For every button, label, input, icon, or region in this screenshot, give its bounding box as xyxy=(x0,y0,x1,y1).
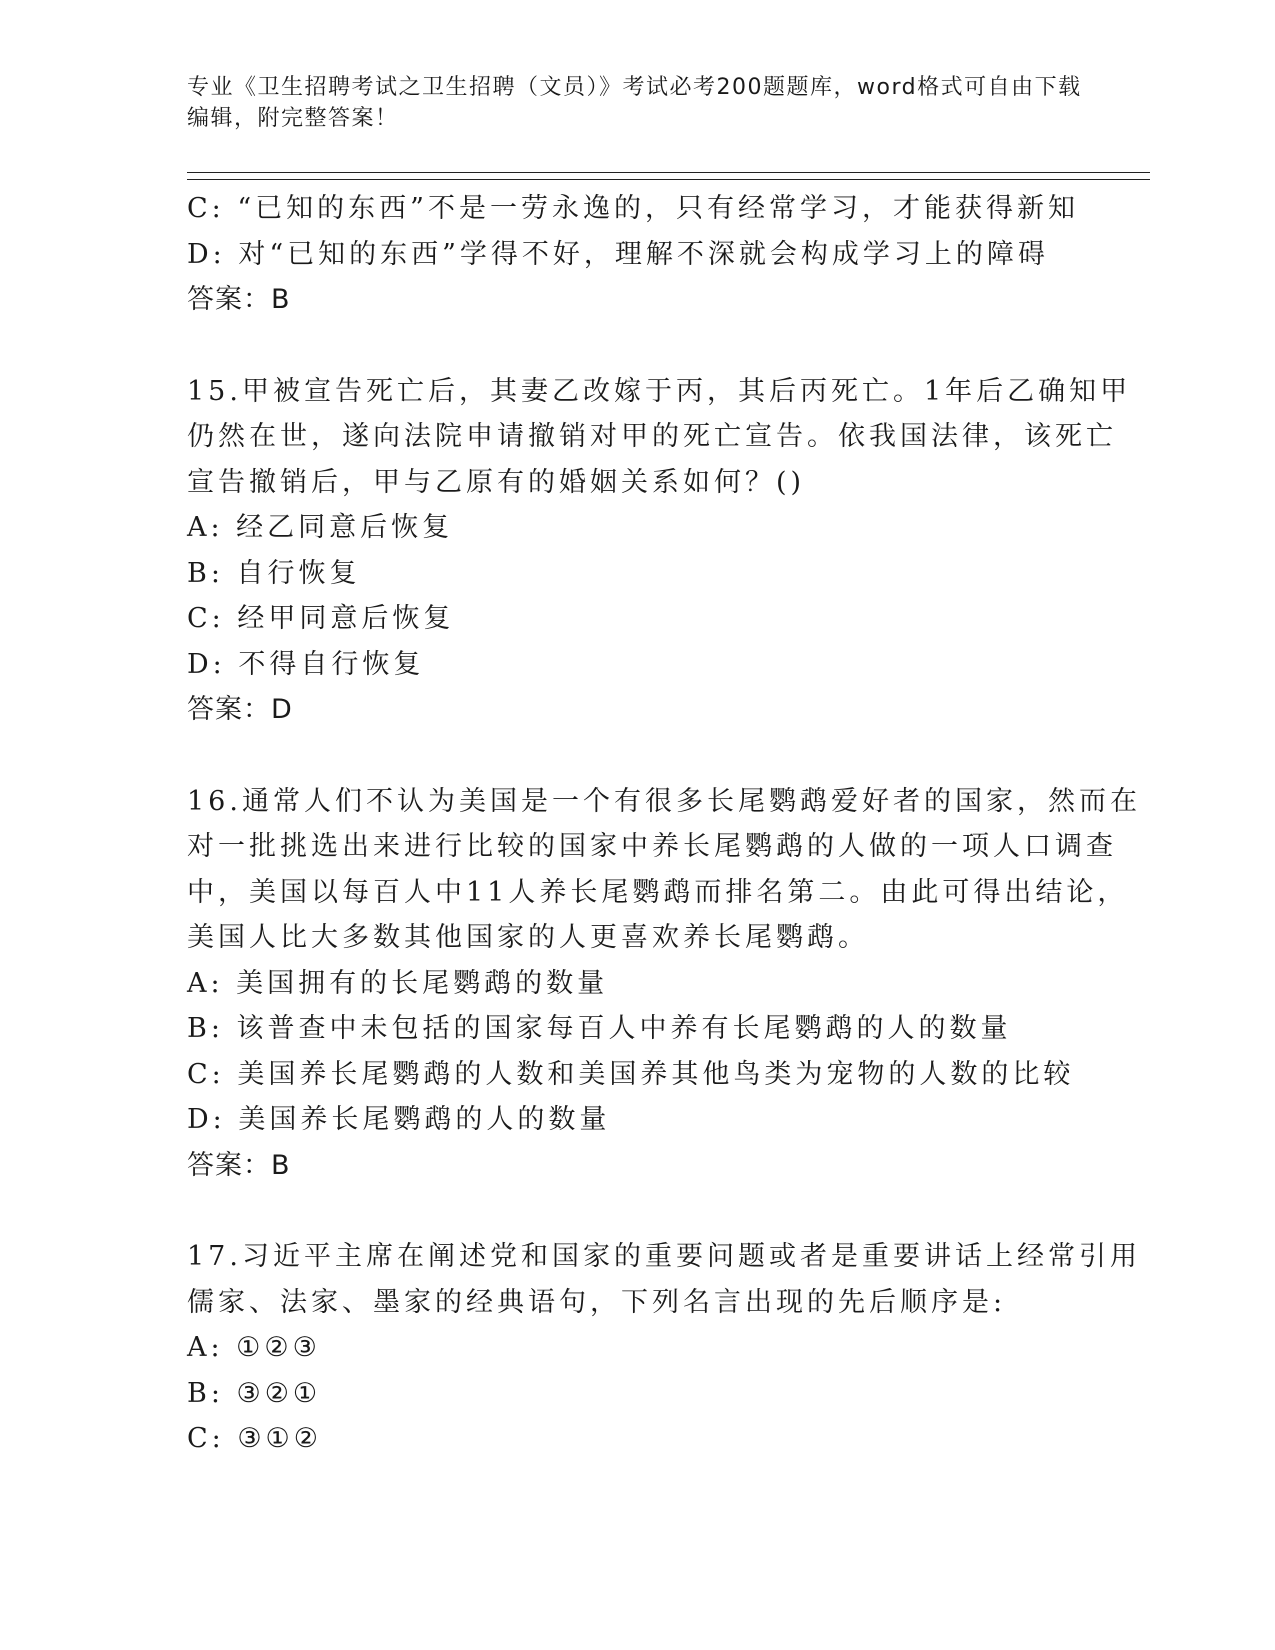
option-b: B: ③②① xyxy=(187,1377,322,1409)
option-c: C: 美国养长尾鹦鹉的人数和美国养其他鸟类为宠物的人数的比较 xyxy=(187,1058,1075,1090)
question-stem-line: 宣告撤销后，甲与乙原有的婚姻关系如何？() xyxy=(187,466,806,498)
question-16 xyxy=(187,779,1141,1189)
answer-label: 答案：B xyxy=(187,1149,291,1181)
header-rule-bottom xyxy=(187,179,1150,180)
question-list xyxy=(187,186,1141,1462)
option-c: C: ③①② xyxy=(187,1423,322,1454)
option-c: C: 经甲同意后恢复 xyxy=(187,603,455,634)
question-15 xyxy=(187,369,1132,733)
page-header-title: 专业《卫生招聘考试之卫生招聘（文员）》考试必考200题题库，word格式可自由下载编辑，附完整答案！ xyxy=(187,75,1082,131)
question-stem-line: 17.习近平主席在阐述党和国家的重要问题或者是重要讲话上经常引用 xyxy=(187,1241,1141,1272)
option-c: C: “已知的东西”不是一劳永逸的，只有经常学习，才能获得新知 xyxy=(187,193,1079,224)
question-stem-line: 中，美国以每百人中11人养长尾鹦鹉而排名第二。由此可得出结论， xyxy=(187,876,1129,908)
option-b: B: 自行恢复 xyxy=(187,557,361,589)
question-17 xyxy=(187,1234,1141,1462)
option-a: A: 经乙同意后恢复 xyxy=(187,512,454,543)
option-d: D: 不得自行恢复 xyxy=(187,648,425,680)
option-a: A: ①②③ xyxy=(187,1332,321,1363)
spacer xyxy=(187,1188,1087,1234)
question-stem-line: 仍然在世，遂向法院申请撤销对甲的死亡宣告。依我国法律，该死亡 xyxy=(187,421,1117,452)
option-b: B: 该普查中未包括的国家每百人中养有长尾鹦鹉的人的数量 xyxy=(187,1013,1012,1044)
answer-label: 答案：B xyxy=(187,284,291,315)
answer-label: 答案：D xyxy=(187,694,293,725)
option-a: A: 美国拥有的长尾鹦鹉的数量 xyxy=(187,967,609,999)
question-stem-line: 美国人比大多数其他国家的人更喜欢养长尾鹦鹉。 xyxy=(187,922,869,953)
question-stem-line: 15.甲被宣告死亡后，其妻乙改嫁于丙，其后丙死亡。1年后乙确知甲 xyxy=(187,375,1132,407)
option-d: D: 美国养长尾鹦鹉的人的数量 xyxy=(187,1104,611,1135)
question-14-tail xyxy=(187,186,1087,323)
question-stem-line: 16.通常人们不认为美国是一个有很多长尾鹦鹉爱好者的国家，然而在 xyxy=(187,785,1141,817)
option-d: D: 对“已知的东西”学得不好，理解不深就会构成学习上的障碍 xyxy=(187,238,1049,270)
spacer xyxy=(187,733,1087,779)
header-rule-top xyxy=(187,172,1150,173)
question-stem-line: 儒家、法家、墨家的经典语句，下列名言出现的先后顺序是: xyxy=(187,1286,1007,1318)
spacer xyxy=(187,323,1087,369)
question-stem-line: 对一批挑选出来进行比较的国家中养长尾鹦鹉的人做的一项人口调查 xyxy=(187,831,1117,862)
